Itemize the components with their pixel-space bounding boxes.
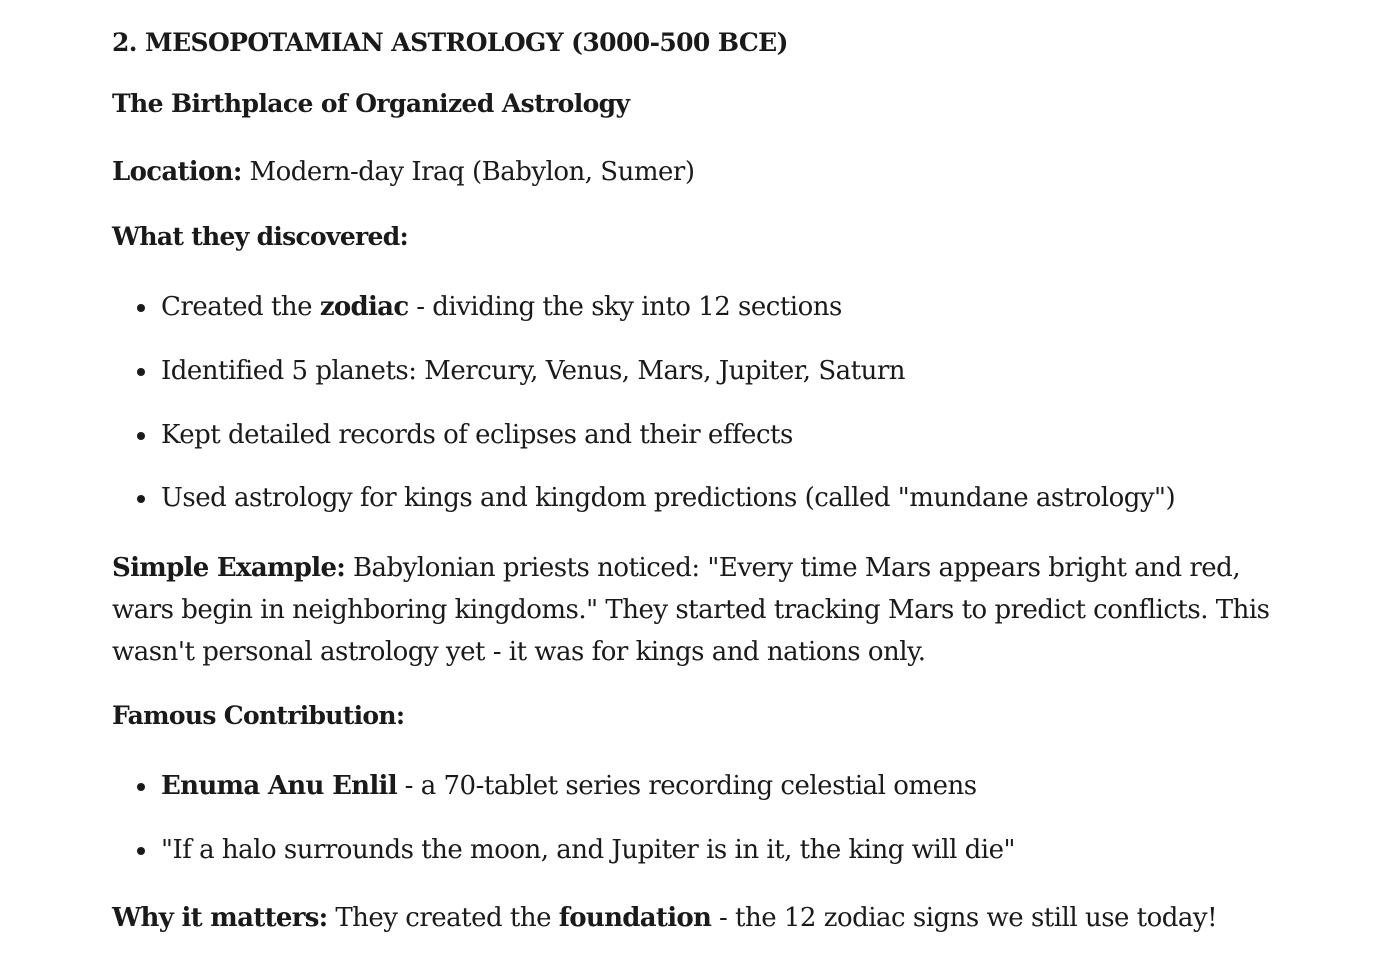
example-label: Simple Example: bbox=[112, 553, 346, 583]
bullet-icon bbox=[137, 304, 145, 312]
bullet-icon bbox=[137, 368, 145, 376]
bullet-icon bbox=[137, 432, 145, 440]
list-item-text: - dividing the sky into 12 sections bbox=[408, 292, 842, 322]
section-heading: 2. MESOPOTAMIAN ASTROLOGY (3000-500 BCE) bbox=[112, 28, 788, 57]
discoveries-label: What they discovered: bbox=[112, 222, 409, 251]
list-item-text: Identified 5 planets: Mercury, Venus, Mars, Jupiter, Saturn bbox=[161, 356, 905, 386]
example-text: Babylonian priests noticed: "Every time Mars appears bright and red, wars begin in neighboring kingdoms." They started tracking Mars to predict conflicts. This wasn't personal astrology yet - it was for kings and nations only. bbox=[112, 553, 1270, 667]
list-item-bold: Enuma Anu Enlil bbox=[161, 771, 397, 801]
location-paragraph bbox=[112, 151, 694, 193]
example-paragraph bbox=[112, 547, 1302, 673]
bullet-icon bbox=[137, 495, 145, 503]
list-item-bold: zodiac bbox=[319, 292, 409, 322]
bullet-icon bbox=[137, 783, 145, 791]
matters-text: - the 12 zodiac signs we still use today! bbox=[711, 903, 1218, 933]
list-item-text: Created the bbox=[161, 292, 320, 322]
bullet-icon bbox=[137, 847, 145, 855]
list-item-text: - a 70-tablet series recording celestial omens bbox=[396, 771, 977, 801]
location-text: Modern-day Iraq (Babylon, Sumer) bbox=[241, 157, 695, 187]
list-item-text: Used astrology for kings and kingdom predictions (called "mundane astrology") bbox=[161, 483, 1176, 513]
section-subheading: The Birthplace of Organized Astrology bbox=[112, 89, 630, 118]
list-item-text: "If a halo surrounds the moon, and Jupiter is in it, the king will die" bbox=[161, 835, 1015, 865]
matters-bold: foundation bbox=[558, 903, 712, 933]
matters-label: Why it matters: bbox=[112, 903, 328, 933]
matters-paragraph bbox=[112, 897, 1217, 939]
contribution-label: Famous Contribution: bbox=[112, 701, 405, 730]
matters-text: They created the bbox=[327, 903, 559, 933]
location-label: Location: bbox=[112, 157, 242, 187]
list-item-text: Kept detailed records of eclipses and their effects bbox=[161, 420, 793, 450]
